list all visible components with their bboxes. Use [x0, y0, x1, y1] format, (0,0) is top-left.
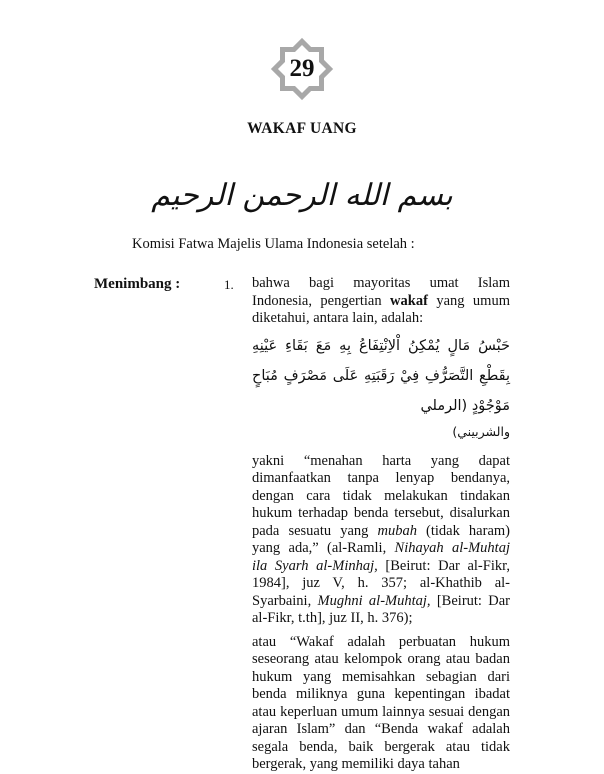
arabic-source-line — [252, 421, 510, 443]
p2-i2: Nihayah al-Muhtaj ila Syarh al-Minhaj, — [252, 540, 510, 574]
page-title: WAKAF UANG — [247, 120, 357, 137]
p1-text-b: yang umum diketahui, antara lain, adalah: — [252, 292, 510, 326]
p1-text-a: bahwa bagi mayoritas umat Islam Indonesia, pengertian — [252, 275, 510, 309]
arabic-quote — [252, 331, 510, 421]
p2-i3: Mughni al-Muhtaj, — [317, 592, 431, 609]
arabic-source-a: (الرملي — [420, 397, 468, 414]
paragraph-1 — [252, 275, 510, 328]
arabic-text: حَبْسُ مَالٍ يُمْكِنُ اْلاِنْتِفَاعُ بِهِ مَعَ بَقَاءِ عَيْنِهِ بِقَطْعِ التَّصَرُّفِ فِيْ رَقَبَتِهِ عَلَى مَصْرَفٍ مُبَاحٍ مَوْجُوْدٍ — [252, 337, 510, 414]
p2-t2: (tidak haram) yang ada,” (al-Ramli, — [252, 522, 510, 556]
p2-t4: [Beirut: Dar al-Fikr, t.th], juz II, h. 376); — [252, 592, 510, 626]
p2-i1: mubah — [377, 522, 417, 539]
item-number: 1. — [224, 277, 234, 292]
p1-bold-term: wakaf — [390, 292, 428, 309]
chapter-badge — [266, 33, 338, 105]
bismillah-calligraphy: بسم الله الرحمن الرحيم — [151, 178, 453, 213]
item-body — [252, 275, 510, 774]
p2-t3: [Beirut: Dar al-Fikr, 1984], juz V, h. 357; al-Khathib al-Syarbaini, — [252, 557, 510, 609]
section-label: Menimbang : — [94, 276, 181, 292]
intro-text: Komisi Fatwa Majelis Ulama Indonesia setelah : — [132, 236, 415, 252]
paragraph-3: atau “Wakaf adalah perbuatan hukum seseorang atau kelompok orang atau badan hukum yang memisahkan sebagian dari benda miliknya guna kepentingan ibadat atau keperluan umum lainnya sesuai dengan ajaran Islam” dan “Benda wakaf adalah segala benda, baik bergerak atau tidak bergerak, yang memiliki daya tahan — [252, 633, 510, 772]
arabic-source-b: والشربيني) — [452, 423, 510, 439]
p2-t1: yakni “menahan harta yang dapat dimanfaatkan tanpa lenyap bendanya, dengan cara tidak melakukan tindakan hukum terhadap benda tersebut, disalurkan pada sesuatu yang — [252, 452, 510, 539]
chapter-number: 29 — [289, 55, 315, 82]
paragraph-2 — [252, 453, 510, 628]
